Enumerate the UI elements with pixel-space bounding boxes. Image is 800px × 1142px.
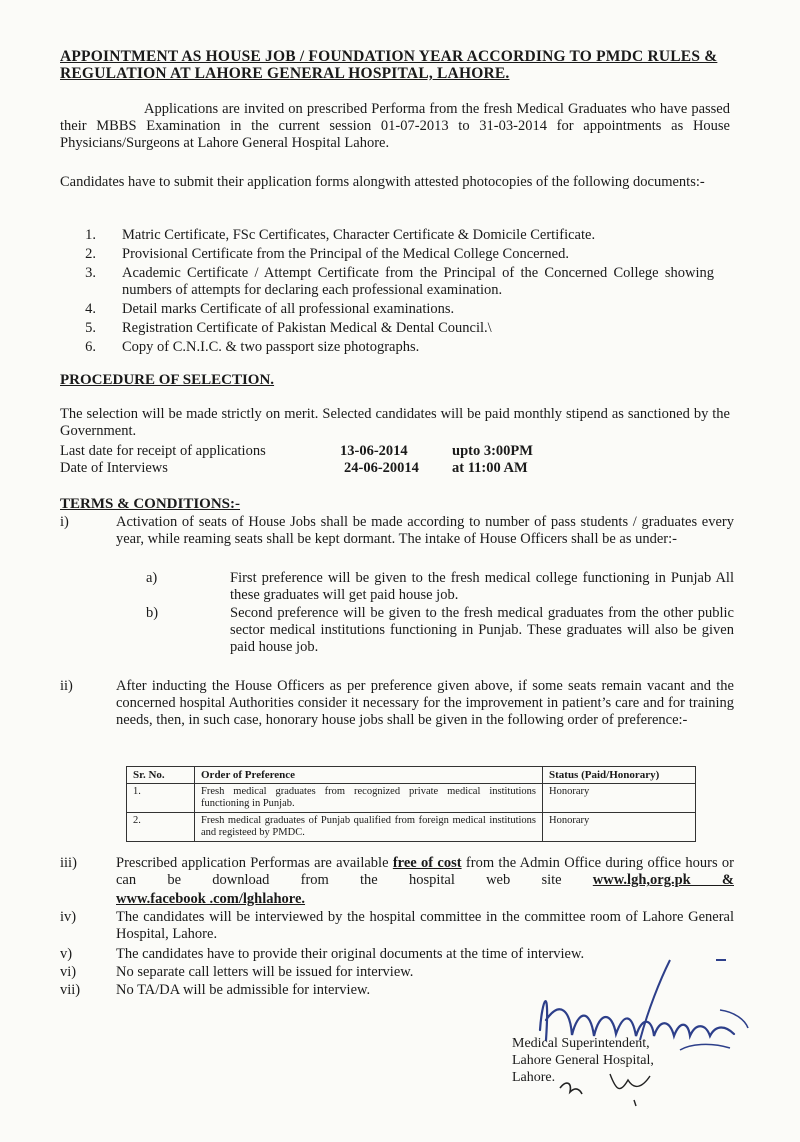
documents-intro: Candidates have to submit their application forms alongwith attested photocopies of the following documents:- <box>60 174 705 190</box>
signature-hospital: Lahore General Hospital, <box>512 1053 654 1068</box>
row-status: Honorary <box>543 784 696 813</box>
term-i-b-text: Second preference will be given to the fresh medical graduates from the other public sector medical institutions functioning in Punjab. These graduates will also be given paid house job. <box>230 605 734 655</box>
title-line-1: APPOINTMENT AS HOUSE JOB / FOUNDATION YEAR ACCORDING TO PMDC RULES & <box>60 48 718 65</box>
list-item-text: Detail marks Certificate of all professional examinations. <box>122 301 455 317</box>
last-date-value: 13-06-2014 <box>340 443 408 459</box>
free-of-cost-text: free of cost <box>392 855 462 871</box>
term-i-label: i) <box>60 514 69 530</box>
list-item-number: 5. <box>85 320 96 336</box>
row-preference: Fresh medical graduates of Punjab qualified from foreign medical institutions and registeed by PMDC. <box>195 813 543 842</box>
interview-date-value: 24-06-20014 <box>344 460 419 476</box>
facebook-link[interactable]: www.facebook .com/lghlahore. <box>116 891 306 907</box>
table-row <box>127 813 696 842</box>
preference-table <box>126 766 696 842</box>
row-status: Honorary <box>543 813 696 842</box>
term-i-text: Activation of seats of House Jobs shall be made according to number of pass students / graduates every year, while reaming seats shall be kept dormant. The intake of House Officers shall be as under:- <box>116 514 734 547</box>
row-sr-no: 2. <box>127 813 195 842</box>
last-date-time: upto 3:00PM <box>452 443 533 459</box>
interview-date-row <box>60 460 660 477</box>
last-date-row <box>60 443 660 460</box>
selection-heading: PROCEDURE OF SELECTION. <box>60 372 275 388</box>
term-iii-text <box>116 855 734 889</box>
header-order: Order of Preference <box>195 767 543 784</box>
last-date-label: Last date for receipt of applications <box>60 443 266 459</box>
list-item <box>66 301 746 318</box>
interview-date-label: Date of Interviews <box>60 460 168 476</box>
list-item-text: Academic Certificate / Attempt Certificate from the Principal of the Concerned College showing numbers of attempts for declaring each professional examination. <box>122 265 714 298</box>
list-item-number: 1. <box>85 227 96 243</box>
list-item-number: 6. <box>85 339 96 355</box>
header-status: Status (Paid/Honorary) <box>543 767 696 784</box>
list-item-number: 4. <box>85 301 96 317</box>
term-ii <box>60 678 740 748</box>
list-item-text: Matric Certificate, FSc Certificates, Character Certificate & Domicile Certificate. <box>122 227 596 243</box>
row-sr-no: 1. <box>127 784 195 813</box>
term-vii-label: vii) <box>60 982 81 998</box>
term-i <box>60 514 740 660</box>
term-v-label: v) <box>60 946 73 962</box>
term-i-a-text: First preference will be given to the fresh medical college functioning in Punjab All these graduates will get paid house job. <box>230 570 734 603</box>
list-item-number: 2. <box>85 246 96 262</box>
signature-title: Medical Superintendent, <box>512 1036 650 1051</box>
header-sr-no: Sr. No. <box>127 767 195 784</box>
selection-text: The selection will be made strictly on merit. Selected candidates will be paid monthly stipend as sanctioned by the Government. <box>60 406 730 439</box>
term-iii-text-a: Prescribed application Performas are available <box>116 855 393 871</box>
intro-paragraph: Applications are invited on prescribed Performa from the fresh Medical Graduates who have passed their MBBS Examination in the current session 01-07-2013 to 31-03-2014 for appointments as House Physicians/Surgeons at Lahore General Hospital Lahore. <box>60 101 730 151</box>
list-item-number: 3. <box>85 265 96 281</box>
list-item <box>66 339 746 356</box>
table-row <box>127 784 696 813</box>
term-iii <box>60 855 740 909</box>
list-item <box>66 246 746 263</box>
list-item-text: Registration Certificate of Pakistan Medical & Dental Council.\ <box>122 320 492 336</box>
handwritten-initials <box>550 1060 680 1110</box>
interview-date-time: at 11:00 AM <box>452 460 528 476</box>
term-ii-label: ii) <box>60 678 73 694</box>
term-vi-text: No separate call letters will be issued for interview. <box>116 964 414 980</box>
list-item-text: Copy of C.N.I.C. & two passport size photographs. <box>122 339 420 355</box>
term-i-a-label: a) <box>146 570 158 586</box>
term-v-text: The candidates have to provide their original documents at the time of interview. <box>116 946 585 962</box>
list-item <box>66 265 746 299</box>
title-line-2: REGULATION AT LAHORE GENERAL HOSPITAL, LAHORE. <box>60 65 510 82</box>
website-link[interactable]: www.lgh,org.pk & <box>592 872 734 888</box>
term-iii-text-b: from the Admin Office during office hours or can be download from the hospital web site <box>116 855 734 888</box>
row-preference: Fresh medical graduates from recognized private medical institutions functioning in Punjab. <box>195 784 543 813</box>
table-header-row <box>127 767 696 784</box>
list-item <box>66 227 746 244</box>
documents-list <box>66 227 746 357</box>
term-iii-label: iii) <box>60 855 77 871</box>
term-i-b-label: b) <box>146 605 159 621</box>
term-ii-text: After inducting the House Officers as per preference given above, if some seats remain vacant and the concerned hospital Authorities consider it necessary for the improvement in patient’s care and for training needs, then, in such case, honorary house jobs shall be given in the following order of preference:- <box>116 678 734 728</box>
notice-title <box>60 48 760 82</box>
list-item-text: Provisional Certificate from the Principal of the Medical College Concerned. <box>122 246 569 262</box>
term-vii-text: No TA/DA will be admissible for interview. <box>116 982 371 998</box>
list-item <box>66 320 746 337</box>
terms-heading: TERMS & CONDITIONS:- <box>60 496 241 512</box>
term-iv <box>60 909 740 943</box>
signature-city: Lahore. <box>512 1070 556 1085</box>
term-iv-label: iv) <box>60 909 77 925</box>
term-iv-text: The candidates will be interviewed by the hospital committee in the committee room of Lahore General Hospital, Lahore. <box>116 909 734 942</box>
term-vi-label: vi) <box>60 964 77 980</box>
